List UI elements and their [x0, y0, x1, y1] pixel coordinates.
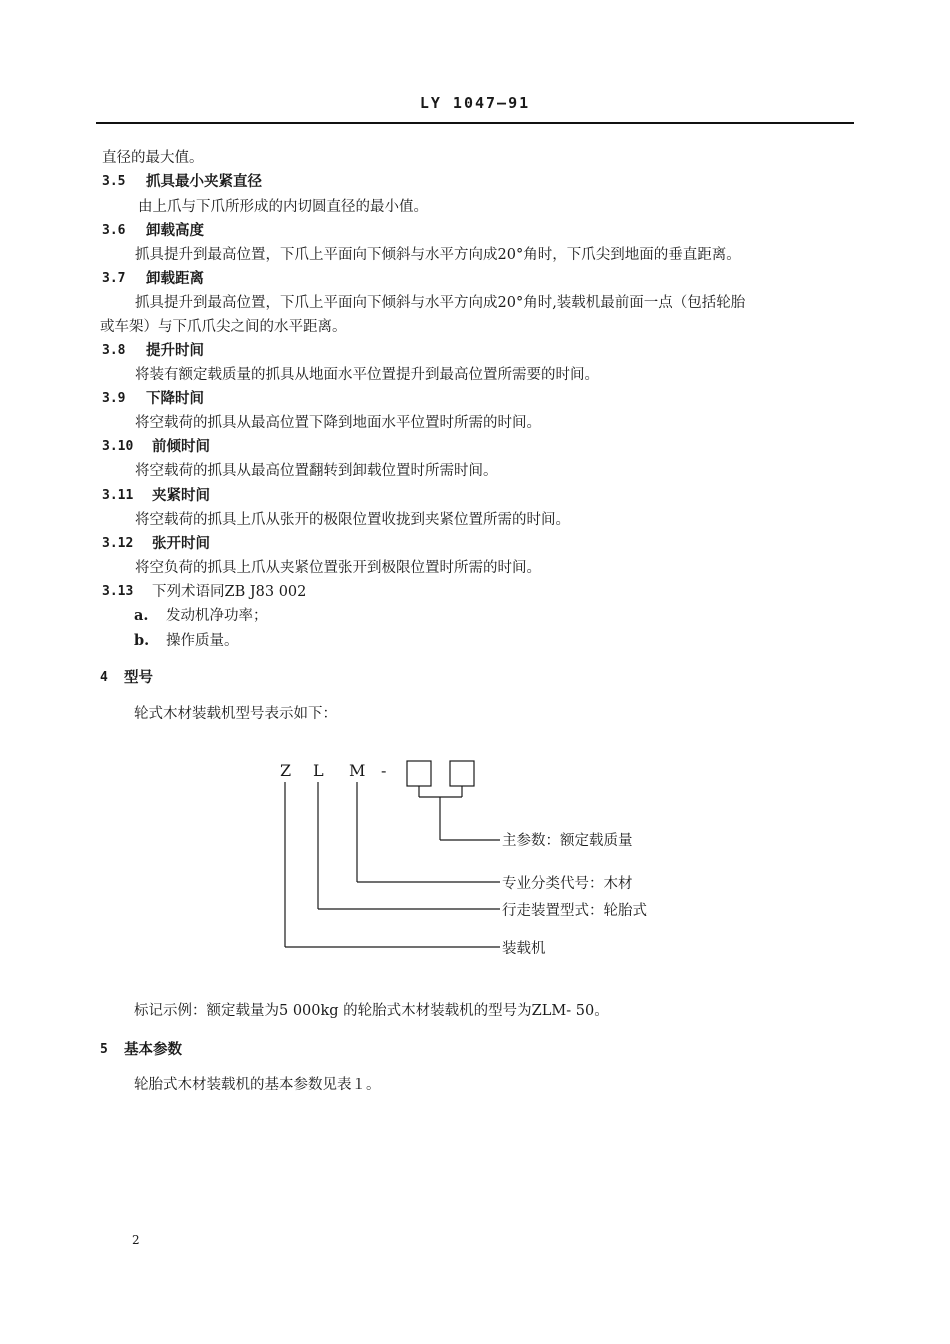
term-label: b.	[134, 632, 150, 649]
section-body-line: 抓具提升到最高位置，下爪上平面向下倾斜与水平方向成20°角时，下爪尖到地面的垂直距离。	[135, 247, 741, 263]
section-body-line: 由上爪与下爪所形成的内切圆直径的最小值。	[138, 199, 428, 215]
section-number: 3.7	[102, 271, 126, 286]
section-title: 型号	[124, 669, 153, 686]
param-box	[450, 761, 474, 786]
section-number: 3.11	[102, 488, 134, 503]
section-body-line: 将空载荷的抓具从最高位置下降到地面水平位置时所需的时间。	[135, 415, 541, 431]
section-body-line: 轮胎式木材装载机的基本参数见表１。	[134, 1077, 381, 1093]
code-letter: M	[349, 761, 366, 780]
section-title: 提升时间	[146, 342, 204, 359]
code-letter: L	[313, 761, 324, 780]
section-body-line: 将空载荷的抓具上爪从张开的极限位置收拢到夹紧位置所需的时间。	[135, 512, 570, 528]
section-body-line: 将空负荷的抓具上爪从夹紧位置张开到极限位置时所需的时间。	[135, 560, 541, 576]
continuation-text: 直径的最大值。	[102, 150, 204, 166]
section-title: 夹紧时间	[152, 487, 210, 504]
marking-example: 标记示例：额定载量为5 000kg 的轮胎式木材装载机的型号为ZLM- 50。	[134, 1003, 609, 1019]
section-number: 3.9	[102, 391, 126, 406]
section-number: 3.10	[102, 439, 134, 454]
section-title: 卸载距离	[146, 270, 204, 287]
diagram-label: 专业分类代号：木材	[502, 876, 633, 892]
section-number: 3.12	[102, 536, 134, 551]
section-title: 下列术语同ZB J83 002	[152, 584, 307, 600]
section-body-line: 将装有额定载质量的抓具从地面水平位置提升到最高位置所需要的时间。	[135, 367, 599, 383]
section-title: 下降时间	[146, 390, 204, 407]
term-label: a.	[134, 607, 149, 624]
section-number: 3.8	[102, 343, 126, 358]
section-title: 抓具最小夹紧直径	[146, 173, 262, 190]
diagram-label: 主参数：额定载质量	[502, 833, 633, 849]
section-title: 基本参数	[124, 1041, 182, 1058]
term-text: 发动机净功率；	[166, 608, 268, 624]
document-code: LY 1047—91	[419, 94, 531, 112]
code-letter: -	[381, 761, 387, 780]
section-title: 张开时间	[152, 535, 210, 552]
section-number: 4	[100, 670, 108, 685]
diagram-label: 装载机	[502, 941, 546, 957]
section-body-line: 或车架）与下爪爪尖之间的水平距离。	[100, 319, 347, 335]
diagram-label: 行走装置型式：轮胎式	[502, 903, 647, 919]
section-intro: 轮式木材装载机型号表示如下：	[134, 706, 337, 722]
section-title: 卸载高度	[146, 222, 204, 239]
section-body-line: 抓具提升到最高位置，下爪上平面向下倾斜与水平方向成20°角时,装载机最前面一点（包括轮胎	[135, 295, 746, 311]
section-number: 3.5	[102, 174, 126, 189]
section-title: 前倾时间	[152, 438, 210, 455]
term-text: 操作质量。	[166, 633, 239, 649]
section-number: 5	[100, 1042, 108, 1057]
section-number: 3.13	[102, 584, 134, 599]
section-body-line: 将空载荷的抓具从最高位置翻转到卸载位置时所需时间。	[135, 463, 498, 479]
page-number: 2	[132, 1233, 140, 1247]
param-box	[407, 761, 431, 786]
section-number: 3.6	[102, 223, 126, 238]
code-letter: Z	[280, 761, 292, 780]
